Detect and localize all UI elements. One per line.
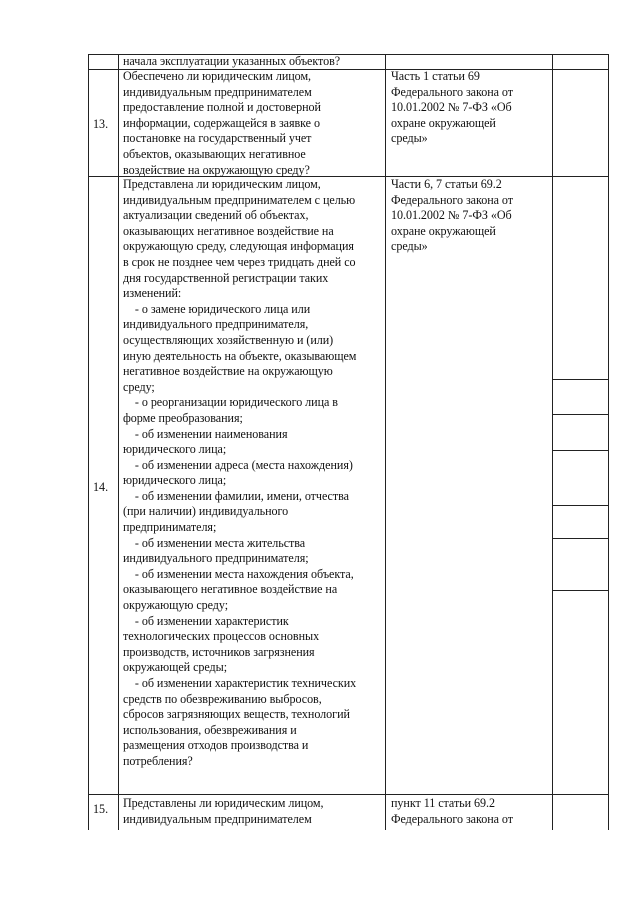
row-12-question-tail: начала эксплуатации указанных объектов? — [123, 54, 341, 68]
row-13-number: 13. — [93, 117, 109, 131]
row-14-question: Представлена ли юридическим лицом, индивидуальным предпринимателем с целью актуализации сведений об объектах, оказывающих негативное воздействие на окружающую среду, следующая информация в срок не позднее чем через тридцать дней со дня государственной регистрации таких изменений: - о замене юридического лица или индивидуального предпринимателя, осуществляющих хозяйственную и (или) иную деятельность на объекте, оказывающем негативное воздействие на окружающую среду; - о реорганизации юридического лица в форме преобразования; - об изменении наименования юридического лица; - об изменении адреса (места нахождения) юридического лица; - об изменении фамилии, имени, отчества (при наличии) индивидуального предпринимателя; - об изменении места жительства индивидуального предпринимателя; - об изменении места нахождения объекта, оказывающего негативное воздействие на окружающую среду; - об изменении характеристик технологических процессов основных производств, источников загрязнения окружающей среды; - об изменении характеристик технических средств по обезвреживанию выбросов, сбросов загрязняющих веществ, технологий использования, обезвреживания и размещения отходов производства и потребления? — [123, 177, 357, 768]
row-15-reference: пункт 11 статьи 69.2 Федерального закона от — [391, 796, 513, 826]
row-14-number: 14. — [93, 480, 109, 494]
row-14-reference: Части 6, 7 статьи 69.2 Федерального закона от 10.01.2002 № 7-ФЗ «Об охране окружающей среды» — [391, 177, 513, 254]
row-15-question: Представлены ли юридическим лицом, индивидуальным предпринимателем — [123, 796, 324, 826]
row-15-number: 15. — [93, 802, 109, 816]
row-13-reference: Часть 1 статьи 69 Федерального закона от 10.01.2002 № 7-ФЗ «Об охране окружающей среды» — [391, 69, 513, 146]
row-13-question: Обеспечено ли юридическим лицом, индивидуальным предпринимателем предоставление полной и достоверной информации, содержащейся в заявке о постановке на государственный учет объектов, оказывающих негативное воздействие на окружающую среду? — [123, 69, 321, 177]
